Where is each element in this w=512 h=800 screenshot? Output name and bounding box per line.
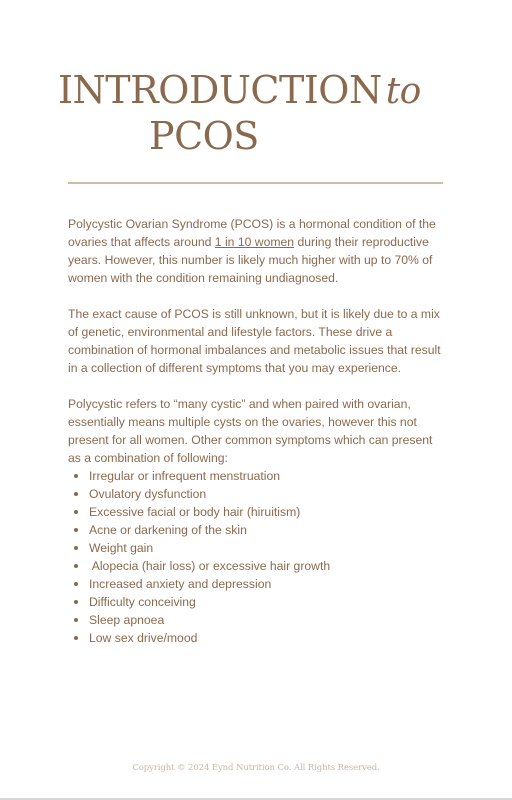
page-title bbox=[58, 68, 421, 158]
list-item: Weight gain bbox=[68, 539, 446, 557]
list-item: Low sex drive/mood bbox=[68, 629, 446, 647]
list-item: Excessive facial or body hair (hiruitism) bbox=[68, 503, 446, 521]
statistic-link[interactable]: 1 in 10 women bbox=[214, 235, 295, 249]
title-line-2: PCOS bbox=[149, 114, 259, 158]
list-item: Irregular or infrequent menstruation bbox=[68, 467, 446, 485]
symptoms-list bbox=[68, 467, 446, 647]
title-main-word: INTRODUCTION bbox=[58, 68, 382, 112]
list-item: Sleep apnoea bbox=[68, 611, 446, 629]
list-item: Alopecia (hair loss) or excessive hair growth bbox=[68, 557, 446, 575]
body-content bbox=[68, 215, 446, 647]
paragraph-prevalence-text-start: Polycystic Ovarian Syndrome (PCOS) is a hormonal condition of the ovaries that affects around bbox=[68, 217, 436, 249]
paragraph-symptoms-intro: Polycystic refers to “many cystic” and when paired with ovarian, essentially means multiple cysts on the ovaries, however this not present for all women. Other common symptoms which can present as a combination of following: bbox=[68, 397, 433, 465]
title-line-1 bbox=[58, 68, 421, 114]
list-item: Acne or darkening of the skin bbox=[68, 521, 446, 539]
paragraph-prevalence bbox=[68, 215, 446, 287]
paragraph-causes: The exact cause of PCOS is still unknown, but it is likely due to a mix of genetic, environmental and lifestyle factors. These drive a combination of hormonal imbalances and metabolic issues that result in a collection of different symptoms that you may experience. bbox=[68, 307, 441, 375]
paragraph-prevalence-text-end: during their reproductive years. However, this number is likely much higher with up to 70% of women with the condition remaining undiagnosed. bbox=[68, 235, 433, 285]
list-item: Difficulty conceiving bbox=[68, 593, 446, 611]
title-divider bbox=[68, 182, 443, 184]
title-italic-word: to bbox=[385, 71, 421, 112]
copyright-footer: Copyright © 2024 Eynd Nutrition Co. All Rights Reserved. bbox=[132, 763, 380, 773]
list-item: Increased anxiety and depression bbox=[68, 575, 446, 593]
list-item: Ovulatory dysfunction bbox=[68, 485, 446, 503]
